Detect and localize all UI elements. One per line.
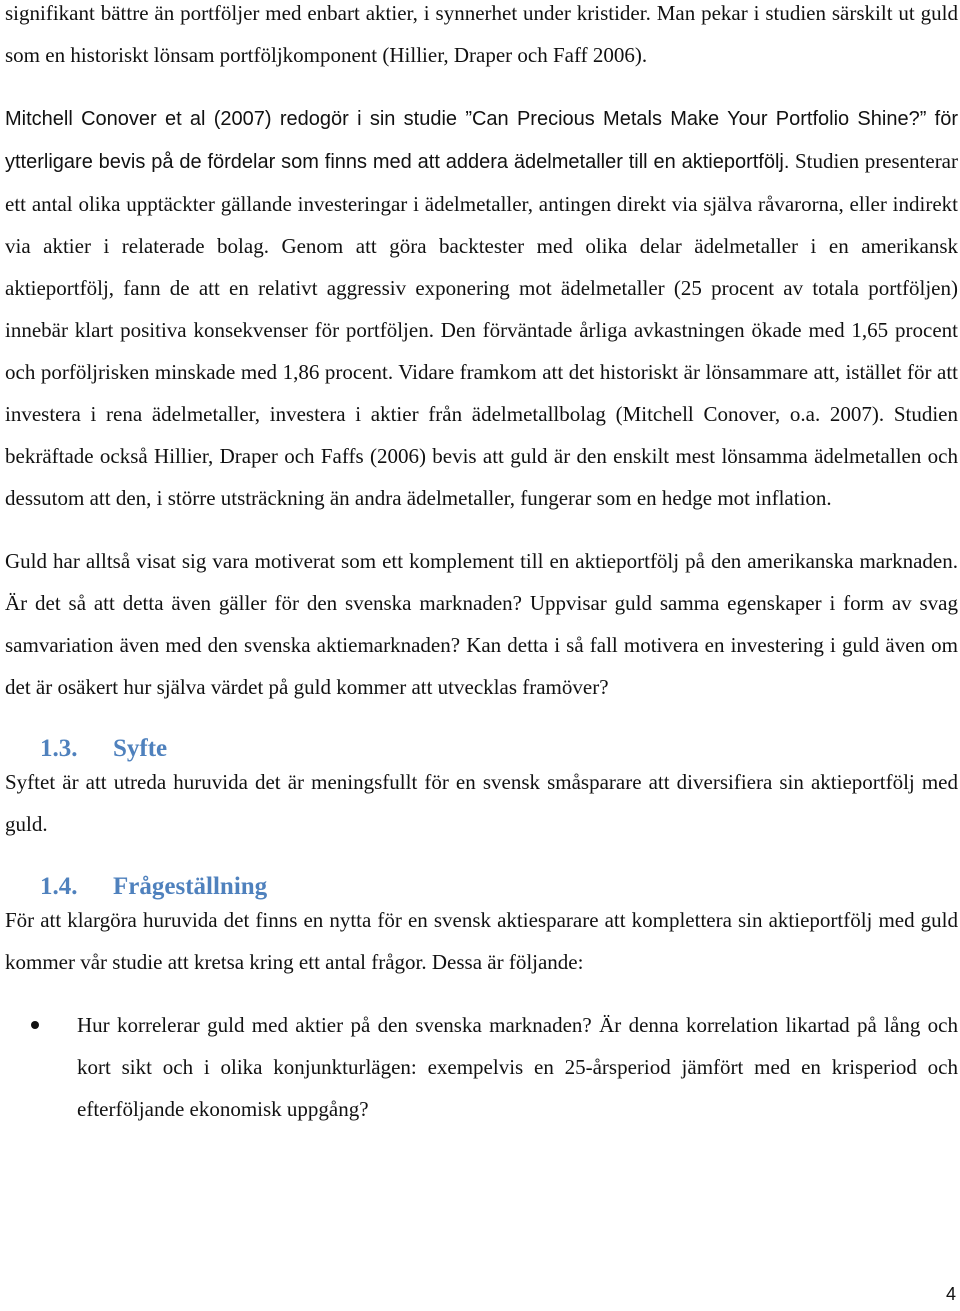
section-heading-fragestallning: [5, 869, 958, 905]
section-title: Frågeställning: [113, 873, 268, 900]
paragraph-fragestallning: För att klargöra huruvida det finns en nytta för en svensk aktiesparare att komplettera sin aktieportfölj med guld kommer vår studie att kretsa kring ett antal frågor. Dessa är följande:: [5, 908, 958, 974]
section-title: Syfte: [113, 735, 168, 762]
section-heading-syfte: [5, 731, 958, 767]
paragraph-research-question: Guld har alltså visat sig vara motiverat som ett komplement till en aktieportfölj på den amerikanska marknaden. Är det så att detta även gäller för den svenska marknaden? Uppvisar guld samma egenskaper i form av svag samvariation även med den svenska aktiemarknaden? Kan detta i så fall motivera en investering i guld även om det är osäkert hur själva värdet på guld kommer att utvecklas framöver?: [5, 549, 958, 699]
section-number: 1.3.: [40, 735, 78, 762]
document-page: [5, 0, 958, 1130]
section-number: 1.4.: [40, 873, 78, 900]
paragraph-intro: signifikant bättre än portföljer med enbart aktier, i synnerhet under kristider. Man pekar i studien särskilt ut guld som en historiskt lönsam portföljkomponent (Hillier, Draper och Faff 2006).: [5, 1, 958, 67]
bullet-icon: [31, 1021, 39, 1029]
page-number: 4: [945, 1284, 956, 1304]
paragraph-conover-study: [5, 97, 958, 519]
paragraph-conover-serif-part: Studien presenterar ett antal olika upptäckter gällande investeringar i ädelmetaller, antingen direkt via själva råvarorna, eller indirekt via aktier i relaterade bolag. Genom att göra backtester med olika delar ädelmetaller i en amerikansk aktieportfölj, fann de att en relativt aggressiv exponering mot ädelmetaller (25 procent av totala portföljen) innebär klart positiva konsekvenser för portföljen. Den förväntade årliga avkastningen ökade med 1,65 procent och porföljrisken minskade med 1,86 procent. Vidare framkom att det historiskt är lönsammare att, istället för att investera i rena ädelmetaller, investera i aktier från ädelmetallbolag (Mitchell Conover, o.a. 2007). Studien bekräftade också Hillier, Draper och Faffs (2006) bevis att guld är den enskilt mest lönsamma ädelmetallen och dessutom att den, i större utsträckning än andra ädelmetaller, fungerar som en hedge mot inflation.: [5, 149, 958, 510]
question-list: [5, 1004, 958, 1130]
list-item-text: Hur korrelerar guld med aktier på den svenska marknaden? Är denna korrelation likartad på lång och kort sikt och i olika konjunkturlägen: exempelvis en 25-årsperiod jämfört med en krisperiod och efterföljande ekonomisk uppgång?: [77, 1013, 958, 1121]
paragraph-conover-sans-part: Mitchell Conover et al (2007) redogör i sin studie ”Can Precious Metals Make Your Portfolio Shine?” för ytterligare bevis på de fördelar som finns med att addera ädelmetaller till en aktieportfölj.: [5, 108, 958, 173]
paragraph-syfte: Syftet är att utreda huruvida det är meningsfullt för en svensk småsparare att diversifiera sin aktieportfölj med guld.: [5, 770, 958, 836]
list-item: [5, 1004, 958, 1130]
